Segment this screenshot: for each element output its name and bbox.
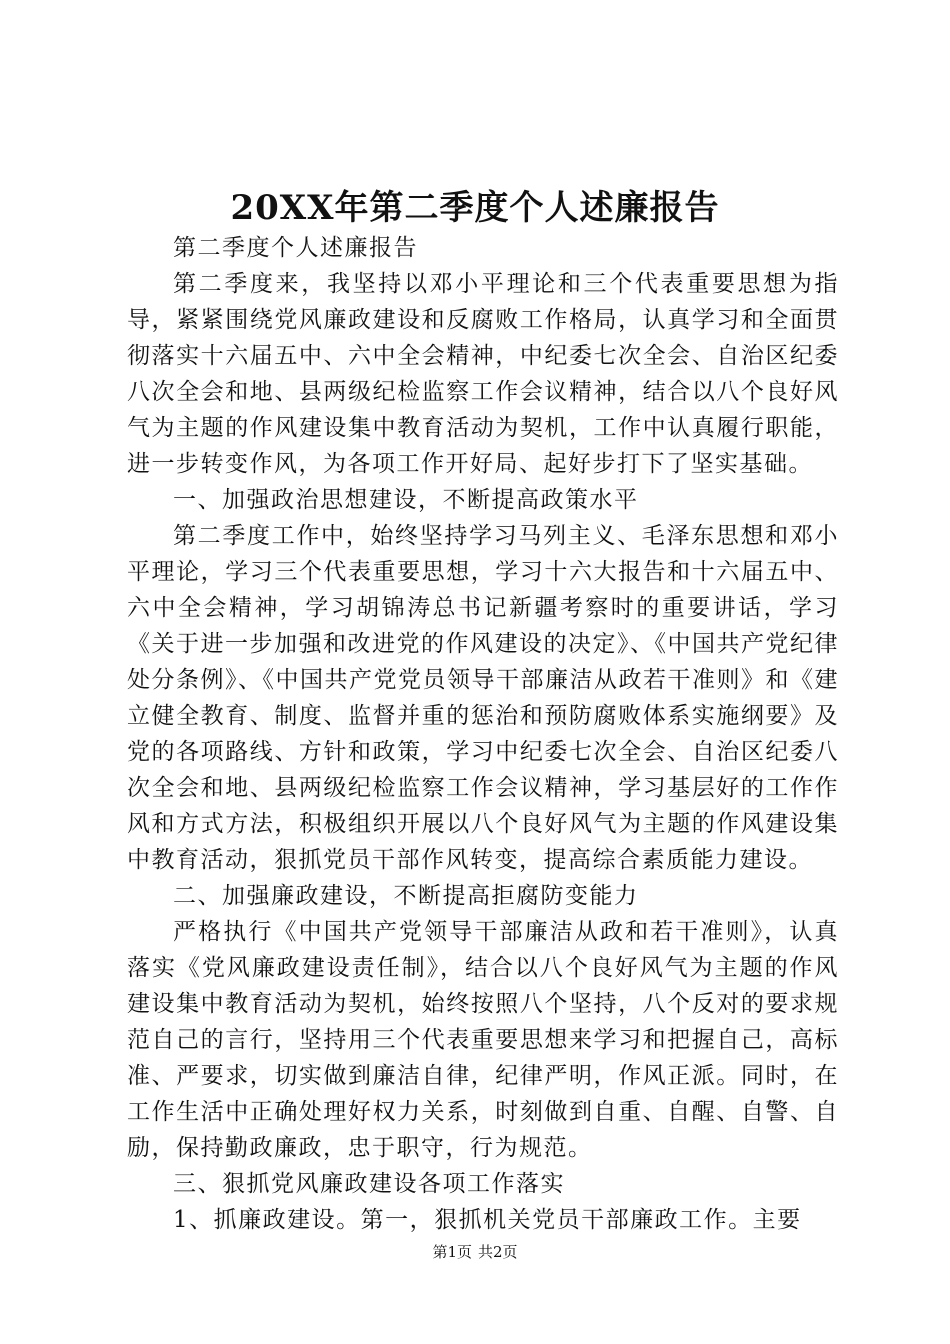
section-heading-1: 一、加强政治思想建设，不断提高政策水平	[173, 487, 639, 513]
section-3-paragraph: 1、抓廉政建设。第一，狠抓机关党员干部廉政工作。主要	[173, 1207, 802, 1233]
page-footer	[0, 1242, 950, 1262]
intro-paragraph: 第二季度来，我坚持以邓小平理论和三个代表重要思想为指导，紧紧围绕党风廉政建设和反腐败工作格局，认真学习和全面贯彻落实十六届五中、六中全会精神，中纪委七次全会、自治区纪委八次全会和地、县两级纪检监察工作会议精神，结合以八个良好风气为主题的作风建设集中教育活动为契机，工作中认真履行职能，进一步转变作风，为各项工作开好局、起好步打下了坚实基础。	[127, 271, 839, 477]
page-number: 第1页	[432, 1243, 472, 1261]
document-body	[127, 230, 839, 1238]
subtitle-paragraph: 第二季度个人述廉报告	[173, 235, 418, 261]
section-2-paragraph: 严格执行《中国共产党领导干部廉洁从政和若干准则》，认真落实《党风廉政建设责任制》，结合以八个良好风气为主题的作风建设集中教育活动为契机，始终按照八个坚持，八个反对的要求规范自己的言行，坚持用三个代表重要思想来学习和把握自己，高标准、严要求，切实做到廉洁自律，纪律严明，作风正派。同时，在工作生活中正确处理好权力关系，时刻做到自重、自醒、自警、自励，保持勤政廉政，忠于职守，行为规范。	[127, 919, 839, 1161]
section-heading-2: 二、加强廉政建设，不断提高拒腐防变能力	[173, 883, 639, 909]
section-heading-3: 三、狠抓党风廉政建设各项工作落实	[173, 1171, 565, 1197]
document-title: 20XX年第二季度个人述廉报告	[230, 188, 720, 228]
page-total: 共2页	[478, 1243, 518, 1261]
section-1-paragraph: 第二季度工作中，始终坚持学习马列主义、毛泽东思想和邓小平理论，学习三个代表重要思想，学习十六大报告和十六届五中、六中全会精神，学习胡锦涛总书记新疆考察时的重要讲话，学习《关于进一步加强和改进党的作风建设的决定》、《中国共产党纪律处分条例》、《中国共产党党员领导干部廉洁从政若干准则》和《建立健全教育、制度、监督并重的惩治和预防腐败体系实施纲要》及党的各项路线、方针和政策，学习中纪委七次全会、自治区纪委八次全会和地、县两级纪检监察工作会议精神，学习基层好的工作作风和方式方法，积极组织开展以八个良好风气为主题的作风建设集中教育活动，狠抓党员干部作风转变，提高综合素质能力建设。	[127, 523, 839, 873]
